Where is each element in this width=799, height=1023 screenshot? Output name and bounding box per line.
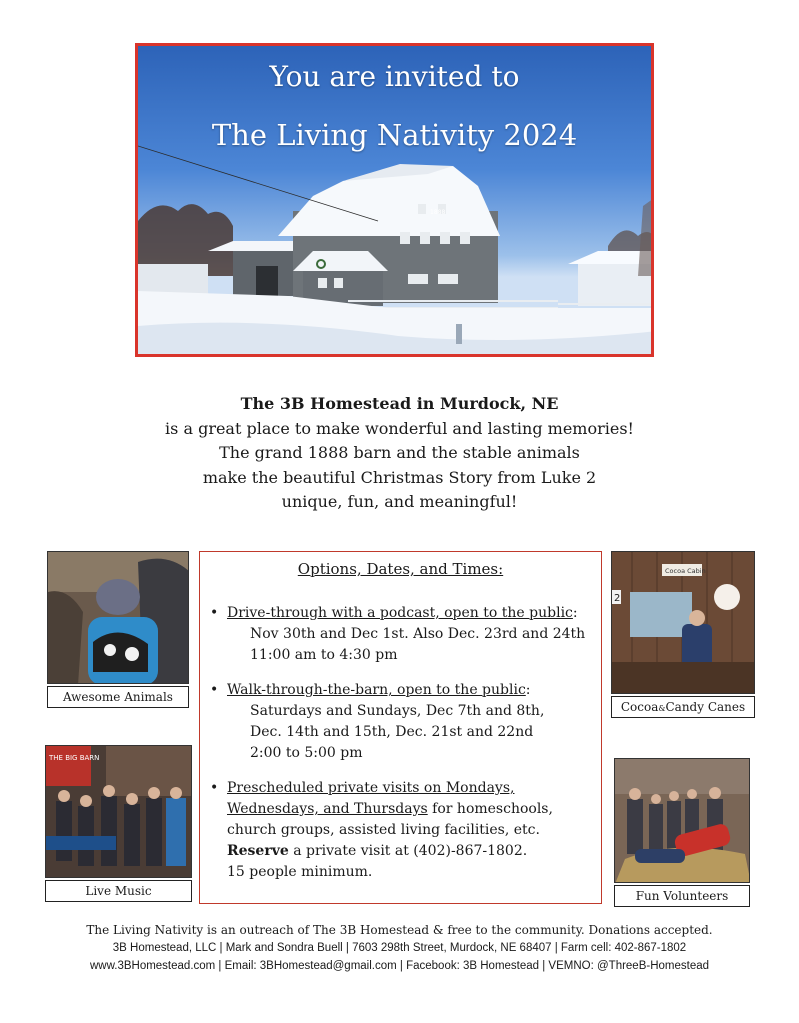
music-photo-illustration — [46, 746, 192, 878]
option-walk-through-colon: : — [525, 682, 531, 698]
intro-line-2: is a great place to make wonderful and lasting memories! — [165, 418, 634, 438]
music-sign: THE BIG BARN — [49, 754, 100, 762]
caption-live-music: Live Music — [45, 880, 192, 902]
options-heading: Options, Dates, and Times: — [297, 560, 504, 578]
option-walk-through-title: Walk-through-the-barn, open to the public — [227, 682, 526, 698]
caption-cocoa-amp: & — [658, 704, 666, 713]
footer-outreach-note: The Living Nativity is an outreach of The 3B Homestead & free to the community. Donations accepted. — [86, 923, 713, 937]
bullet: • — [210, 780, 219, 796]
option-private-visits — [210, 778, 595, 883]
option-walk-through-time: 2:00 to 5:00 pm — [250, 745, 363, 761]
bullet: • — [210, 605, 219, 621]
hero-title-line2: The Living Nativity 2024 — [211, 118, 578, 152]
option-private-visits-days: Wednesdays, and Thursdays — [227, 801, 428, 817]
option-walk-through — [210, 680, 595, 764]
option-private-visits-groups: church groups, assisted living facilities, etc. — [227, 822, 540, 838]
option-reserve-label: Reserve — [227, 843, 289, 859]
option-walk-through-dates-1: Saturdays and Sundays, Dec 7th and 8th, — [250, 703, 545, 719]
option-private-visits-for: for homeschools, — [427, 801, 553, 817]
cocoa-booth-number: 2 — [614, 593, 621, 604]
caption-awesome-animals: Awesome Animals — [47, 686, 189, 708]
hero-photo — [135, 43, 654, 357]
animals-photo-illustration — [48, 552, 189, 684]
barn-sign: 1888 — [430, 209, 446, 216]
caption-candy-canes: Candy Canes — [665, 700, 746, 714]
intro-line-1: The 3B Homestead in Murdock, NE — [240, 394, 559, 413]
intro-line-4: make the beautiful Christmas Story from Luke 2 — [202, 467, 597, 487]
option-minimum: 15 people minimum. — [227, 864, 373, 880]
option-drive-through-dates: Nov 30th and Dec 1st. Also Dec. 23rd and 24th — [250, 626, 586, 642]
footer — [0, 921, 799, 975]
option-drive-through — [210, 603, 595, 666]
option-walk-through-dates-2: Dec. 14th and 15th, Dec. 21st and 22nd — [250, 724, 534, 740]
photo-fun-volunteers — [614, 758, 750, 883]
option-private-visits-title: Prescheduled private visits on Mondays, — [227, 780, 515, 796]
caption-cocoa-candy-canes — [611, 696, 755, 718]
option-reserve-phone: a private visit at (402)-867-1802. — [288, 843, 528, 859]
volunteers-photo-illustration — [615, 759, 750, 883]
caption-cocoa-word: Cocoa — [620, 700, 659, 714]
bullet: • — [210, 682, 219, 698]
caption-fun-volunteers: Fun Volunteers — [614, 885, 750, 907]
footer-online: www.3BHomestead.com | Email: 3BHomestead@gmail.com | Facebook: 3B Homestead | VEMNO: @ThreeB-Homestead — [89, 960, 710, 972]
intro-text — [0, 392, 799, 515]
intro-line-3: The grand 1888 barn and the stable animals — [219, 443, 580, 462]
photo-cocoa-candy-canes — [611, 551, 755, 694]
option-drive-through-time: 11:00 am to 4:30 pm — [250, 647, 398, 663]
option-drive-through-colon: : — [572, 605, 578, 621]
options-box — [199, 551, 602, 904]
intro-line-5: unique, fun, and meaningful! — [281, 492, 518, 511]
photo-awesome-animals — [47, 551, 189, 684]
photo-live-music — [45, 745, 192, 878]
footer-contact: 3B Homestead, LLC | Mark and Sondra Buell | 7603 298th Street, Murdock, NE 68407 | Farm cell: 402-867-1802 — [112, 942, 687, 954]
option-drive-through-title: Drive-through with a podcast, open to the public — [227, 605, 573, 621]
hero-title-line1: You are invited to — [269, 60, 520, 93]
cocoa-sign: Cocoa Cabin — [665, 567, 706, 575]
cocoa-photo-illustration — [612, 552, 755, 694]
